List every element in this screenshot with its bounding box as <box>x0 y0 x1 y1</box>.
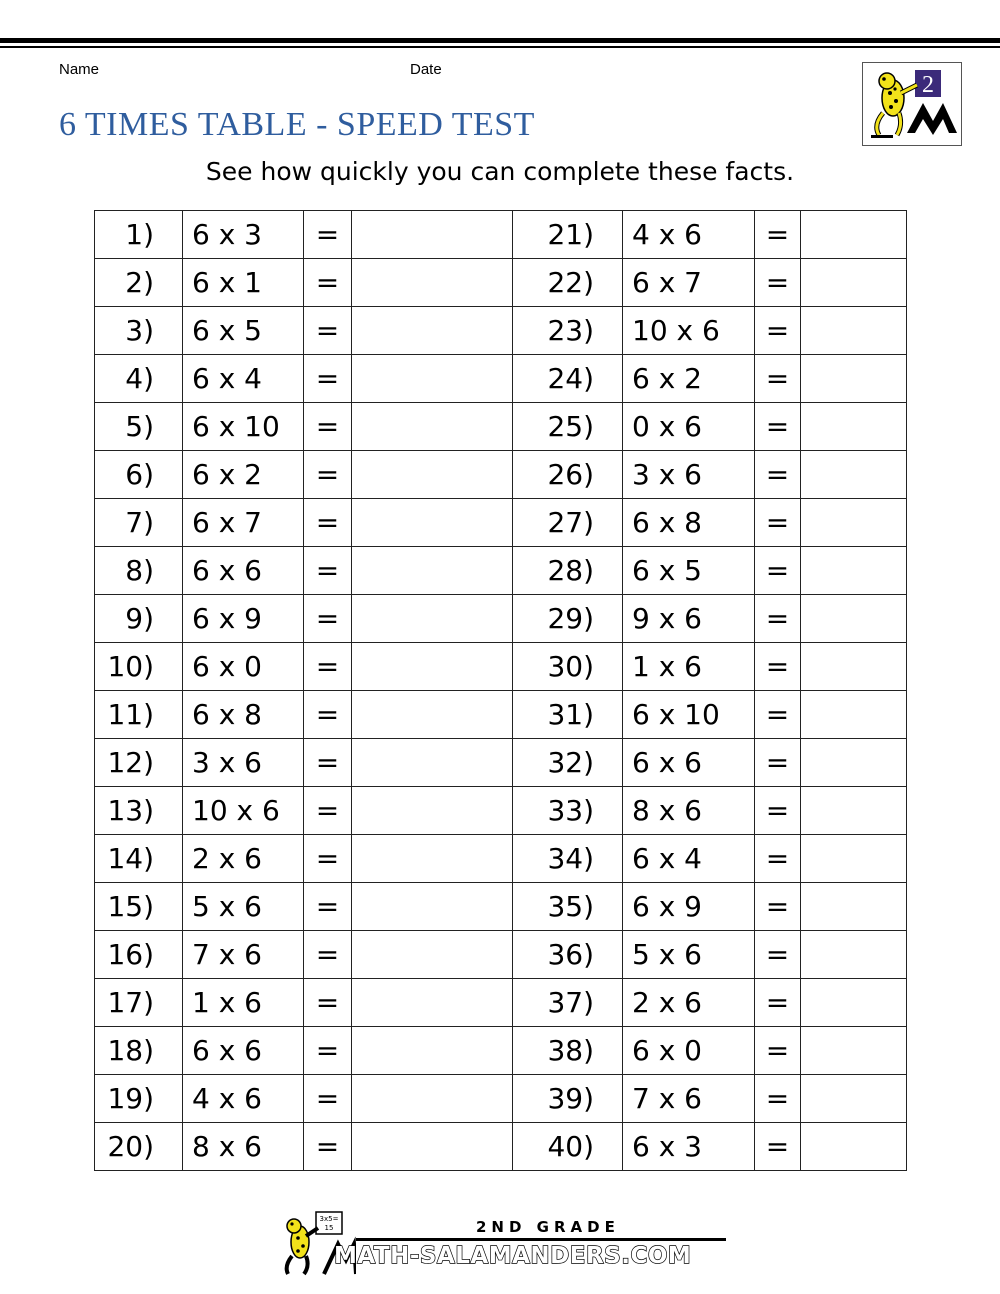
answer-box[interactable] <box>352 499 513 547</box>
table-row <box>95 211 907 259</box>
multiplication-fact: 4 x 6 <box>183 1075 304 1123</box>
multiplication-fact: 6 x 6 <box>183 1027 304 1075</box>
multiplication-fact: 4 x 6 <box>623 211 755 259</box>
equals-sign: = <box>304 787 352 835</box>
multiplication-fact: 6 x 2 <box>623 355 755 403</box>
equals-sign: = <box>755 355 801 403</box>
answer-box[interactable] <box>801 547 907 595</box>
equals-sign: = <box>755 403 801 451</box>
facts-table <box>94 210 907 1171</box>
equals-sign: = <box>755 1075 801 1123</box>
answer-box[interactable] <box>352 1027 513 1075</box>
equals-sign: = <box>755 211 801 259</box>
question-number: 19) <box>95 1075 183 1123</box>
table-row <box>95 1123 907 1171</box>
multiplication-fact: 6 x 3 <box>623 1123 755 1171</box>
equals-sign: = <box>755 739 801 787</box>
equals-sign: = <box>304 307 352 355</box>
multiplication-fact: 5 x 6 <box>623 931 755 979</box>
answer-box[interactable] <box>352 787 513 835</box>
answer-box[interactable] <box>801 1123 907 1171</box>
equals-sign: = <box>755 979 801 1027</box>
top-rule-thick <box>0 38 1000 43</box>
footer-site-name: MATH-SALAMANDERS.COM <box>334 1243 692 1269</box>
multiplication-fact: 9 x 6 <box>623 595 755 643</box>
question-number: 11) <box>95 691 183 739</box>
footer-grade-text: 2ND GRADE <box>476 1218 620 1236</box>
table-row <box>95 499 907 547</box>
table-row <box>95 835 907 883</box>
table-row <box>95 547 907 595</box>
answer-box[interactable] <box>801 739 907 787</box>
answer-box[interactable] <box>352 211 513 259</box>
question-number: 33) <box>513 787 623 835</box>
multiplication-fact: 6 x 8 <box>183 691 304 739</box>
table-row <box>95 787 907 835</box>
answer-box[interactable] <box>801 595 907 643</box>
table-row <box>95 931 907 979</box>
table-row <box>95 979 907 1027</box>
multiplication-fact: 6 x 9 <box>623 883 755 931</box>
question-number: 34) <box>513 835 623 883</box>
equals-sign: = <box>755 787 801 835</box>
question-number: 32) <box>513 739 623 787</box>
question-number: 16) <box>95 931 183 979</box>
question-number: 27) <box>513 499 623 547</box>
equals-sign: = <box>304 643 352 691</box>
multiplication-fact: 6 x 4 <box>623 835 755 883</box>
multiplication-fact: 6 x 6 <box>183 547 304 595</box>
answer-box[interactable] <box>801 835 907 883</box>
multiplication-fact: 7 x 6 <box>183 931 304 979</box>
answer-box[interactable] <box>352 643 513 691</box>
equals-sign: = <box>755 643 801 691</box>
answer-box[interactable] <box>352 931 513 979</box>
equals-sign: = <box>755 1123 801 1171</box>
multiplication-fact: 5 x 6 <box>183 883 304 931</box>
answer-box[interactable] <box>352 259 513 307</box>
table-row <box>95 595 907 643</box>
footer-brand <box>276 1210 726 1278</box>
equals-sign: = <box>755 547 801 595</box>
table-row <box>95 1075 907 1123</box>
equals-sign: = <box>755 451 801 499</box>
question-number: 3) <box>95 307 183 355</box>
answer-box[interactable] <box>352 355 513 403</box>
equals-sign: = <box>304 547 352 595</box>
multiplication-fact: 3 x 6 <box>623 451 755 499</box>
equals-sign: = <box>304 979 352 1027</box>
equals-sign: = <box>304 499 352 547</box>
question-number: 31) <box>513 691 623 739</box>
multiplication-fact: 2 x 6 <box>183 835 304 883</box>
table-row <box>95 307 907 355</box>
answer-box[interactable] <box>352 691 513 739</box>
equals-sign: = <box>304 931 352 979</box>
question-number: 38) <box>513 1027 623 1075</box>
equals-sign: = <box>304 355 352 403</box>
question-number: 12) <box>95 739 183 787</box>
multiplication-fact: 0 x 6 <box>623 403 755 451</box>
multiplication-fact: 6 x 0 <box>183 643 304 691</box>
answer-box[interactable] <box>352 1123 513 1171</box>
answer-box[interactable] <box>801 931 907 979</box>
instructions: See how quickly you can complete these facts. <box>205 157 795 186</box>
multiplication-fact: 6 x 7 <box>623 259 755 307</box>
svg-text:15: 15 <box>324 1224 334 1232</box>
multiplication-fact: 6 x 6 <box>623 739 755 787</box>
question-number: 7) <box>95 499 183 547</box>
multiplication-fact: 8 x 6 <box>623 787 755 835</box>
multiplication-fact: 10 x 6 <box>623 307 755 355</box>
answer-box[interactable] <box>352 403 513 451</box>
answer-box[interactable] <box>352 451 513 499</box>
equals-sign: = <box>755 1027 801 1075</box>
question-number: 24) <box>513 355 623 403</box>
multiplication-fact: 6 x 3 <box>183 211 304 259</box>
question-number: 35) <box>513 883 623 931</box>
question-number: 28) <box>513 547 623 595</box>
multiplication-fact: 8 x 6 <box>183 1123 304 1171</box>
multiplication-fact: 6 x 10 <box>623 691 755 739</box>
equals-sign: = <box>304 883 352 931</box>
equals-sign: = <box>304 211 352 259</box>
answer-box[interactable] <box>801 643 907 691</box>
answer-box[interactable] <box>801 1075 907 1123</box>
multiplication-fact: 6 x 7 <box>183 499 304 547</box>
equals-sign: = <box>304 1027 352 1075</box>
question-number: 17) <box>95 979 183 1027</box>
answer-box[interactable] <box>352 547 513 595</box>
salamander-logo-icon <box>863 63 961 145</box>
svg-text:2: 2 <box>922 72 934 98</box>
equals-sign: = <box>304 451 352 499</box>
question-number: 21) <box>513 211 623 259</box>
grade-logo <box>862 62 962 146</box>
question-number: 20) <box>95 1123 183 1171</box>
equals-sign: = <box>755 835 801 883</box>
answer-box[interactable] <box>801 979 907 1027</box>
multiplication-fact: 6 x 5 <box>183 307 304 355</box>
question-number: 10) <box>95 643 183 691</box>
answer-box[interactable] <box>801 451 907 499</box>
equals-sign: = <box>755 595 801 643</box>
equals-sign: = <box>304 403 352 451</box>
multiplication-fact: 6 x 1 <box>183 259 304 307</box>
multiplication-fact: 6 x 4 <box>183 355 304 403</box>
page-title: 6 TIMES TABLE - SPEED TEST <box>59 106 535 143</box>
question-number: 22) <box>513 259 623 307</box>
question-number: 5) <box>95 403 183 451</box>
answer-box[interactable] <box>801 355 907 403</box>
answer-box[interactable] <box>801 403 907 451</box>
table-row <box>95 883 907 931</box>
question-number: 39) <box>513 1075 623 1123</box>
question-number: 9) <box>95 595 183 643</box>
question-number: 40) <box>513 1123 623 1171</box>
question-number: 25) <box>513 403 623 451</box>
question-number: 13) <box>95 787 183 835</box>
footer-underline <box>356 1238 726 1241</box>
answer-box[interactable] <box>801 691 907 739</box>
date-label: Date <box>410 61 442 78</box>
question-number: 36) <box>513 931 623 979</box>
question-number: 29) <box>513 595 623 643</box>
multiplication-fact: 6 x 5 <box>623 547 755 595</box>
multiplication-fact: 6 x 10 <box>183 403 304 451</box>
question-number: 1) <box>95 211 183 259</box>
question-number: 26) <box>513 451 623 499</box>
answer-box[interactable] <box>801 499 907 547</box>
question-number: 30) <box>513 643 623 691</box>
equals-sign: = <box>304 595 352 643</box>
equals-sign: = <box>304 1075 352 1123</box>
answer-box[interactable] <box>352 739 513 787</box>
name-label: Name <box>59 61 100 78</box>
answer-box[interactable] <box>352 307 513 355</box>
multiplication-fact: 1 x 6 <box>623 643 755 691</box>
svg-text:3x5=: 3x5= <box>319 1215 339 1223</box>
table-row <box>95 451 907 499</box>
answer-box[interactable] <box>801 307 907 355</box>
answer-box[interactable] <box>352 835 513 883</box>
equals-sign: = <box>304 259 352 307</box>
question-number: 23) <box>513 307 623 355</box>
equals-sign: = <box>755 307 801 355</box>
table-row <box>95 739 907 787</box>
question-number: 2) <box>95 259 183 307</box>
answer-box[interactable] <box>801 787 907 835</box>
equals-sign: = <box>755 499 801 547</box>
question-number: 18) <box>95 1027 183 1075</box>
multiplication-fact: 6 x 2 <box>183 451 304 499</box>
equals-sign: = <box>304 739 352 787</box>
table-row <box>95 691 907 739</box>
multiplication-fact: 10 x 6 <box>183 787 304 835</box>
equals-sign: = <box>304 835 352 883</box>
question-number: 14) <box>95 835 183 883</box>
multiplication-fact: 6 x 0 <box>623 1027 755 1075</box>
table-row <box>95 355 907 403</box>
answer-box[interactable] <box>801 211 907 259</box>
answer-box[interactable] <box>352 595 513 643</box>
multiplication-fact: 6 x 9 <box>183 595 304 643</box>
multiplication-fact: 2 x 6 <box>623 979 755 1027</box>
question-number: 4) <box>95 355 183 403</box>
table-row <box>95 643 907 691</box>
answer-box[interactable] <box>801 1027 907 1075</box>
equals-sign: = <box>755 691 801 739</box>
table-row <box>95 403 907 451</box>
equals-sign: = <box>755 883 801 931</box>
table-row <box>95 259 907 307</box>
multiplication-fact: 3 x 6 <box>183 739 304 787</box>
equals-sign: = <box>304 1123 352 1171</box>
answer-box[interactable] <box>352 883 513 931</box>
answer-box[interactable] <box>801 883 907 931</box>
question-number: 15) <box>95 883 183 931</box>
answer-box[interactable] <box>801 259 907 307</box>
top-rule-thin <box>0 46 1000 48</box>
table-row <box>95 1027 907 1075</box>
multiplication-fact: 6 x 8 <box>623 499 755 547</box>
answer-box[interactable] <box>352 979 513 1027</box>
question-number: 37) <box>513 979 623 1027</box>
equals-sign: = <box>755 931 801 979</box>
multiplication-fact: 7 x 6 <box>623 1075 755 1123</box>
question-number: 6) <box>95 451 183 499</box>
question-number: 8) <box>95 547 183 595</box>
multiplication-fact: 1 x 6 <box>183 979 304 1027</box>
answer-box[interactable] <box>352 1075 513 1123</box>
equals-sign: = <box>755 259 801 307</box>
equals-sign: = <box>304 691 352 739</box>
